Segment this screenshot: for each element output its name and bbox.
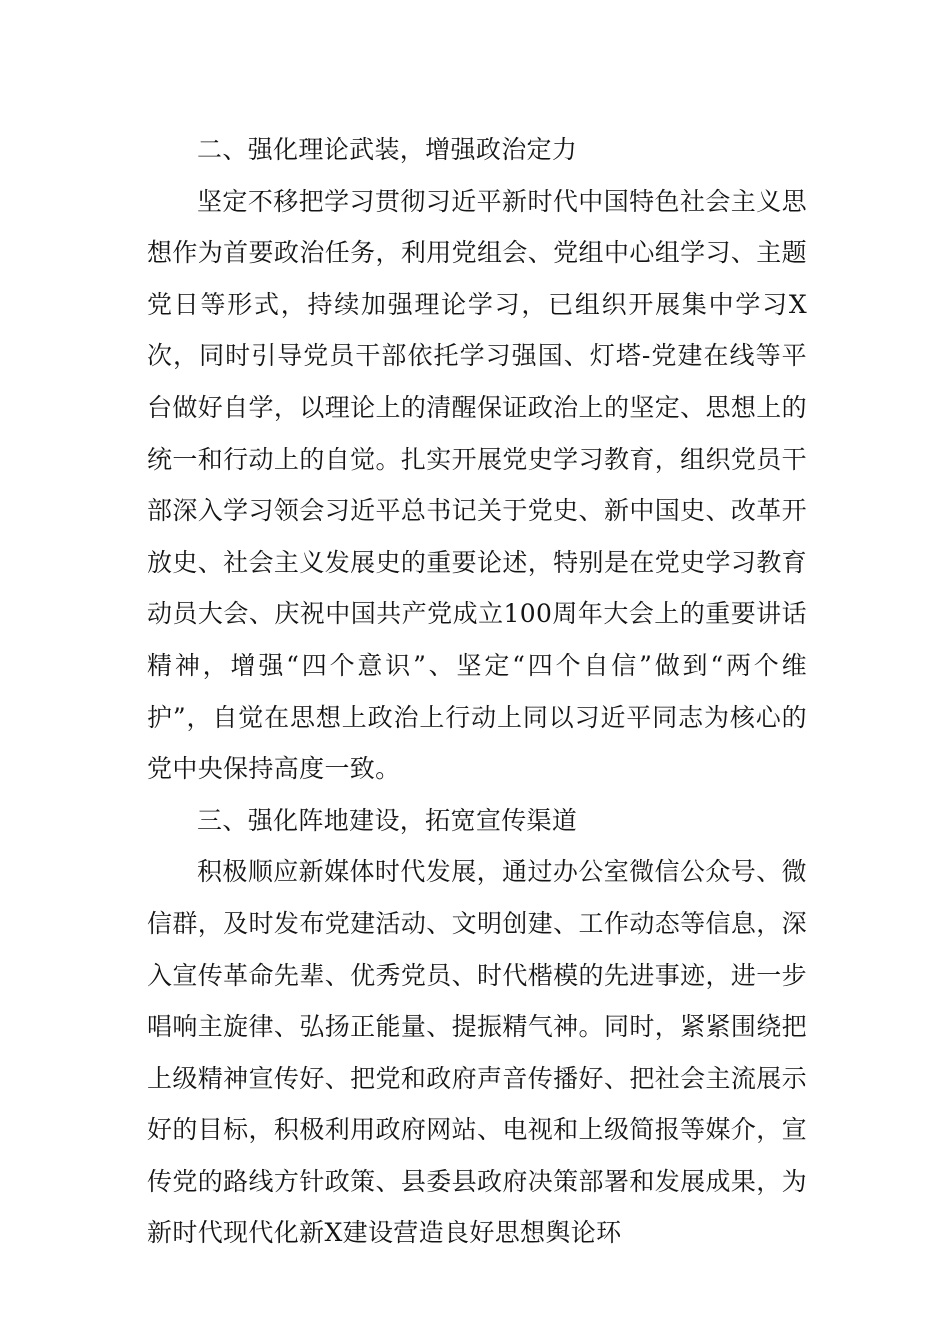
section-paragraph-2: 坚定不移把学习贯彻习近平新时代中国特色社会主义思想作为首要政治任务，利用党组会、党组中心组学习、主题党日等形式，持续加强理论学习，已组织开展集中学习X次，同时引导党员干部依托学习强国、灯塔-党建在线等平台做好自学，以理论上的清醒保证政治上的坚定、思想上的统一和行动上的自觉。扎实开展党史学习教育，组织党员干部深入学习领会习近平总书记关于党史、新中国史、改革开放史、社会主义发展史的重要论述，特别是在党史学习教育动员大会、庆祝中国共产党成立100周年大会上的重要讲话精神，增强“四个意识”、坚定“四个自信”做到“两个维护”，自觉在思想上政治上行动上同以习近平同志为核心的党中央保持高度一致。 [147,186,807,784]
section-paragraph-3: 积极顺应新媒体时代发展，通过办公室微信公众号、微信群，及时发布党建活动、文明创建、工作动态等信息，深入宣传革命先辈、优秀党员、时代楷模的先进事迹，进一步唱响主旋律、弘扬正能量、提振精气神。同时，紧紧围绕把上级精神宣传好、把党和政府声音传播好、把社会主流展示好的目标，积极利用政府网站、电视和上级简报等媒介，宣传党的路线方针政策、县委县政府决策部署和发展成果，为新时代现代化新X建设营造良好思想舆论环 [147,857,807,1248]
section-heading-2: 二、强化理论武装，增强政治定力 [197,135,578,164]
section-heading-3: 三、强化阵地建设，拓宽宣传渠道 [197,805,578,835]
document-body [147,124,807,1259]
